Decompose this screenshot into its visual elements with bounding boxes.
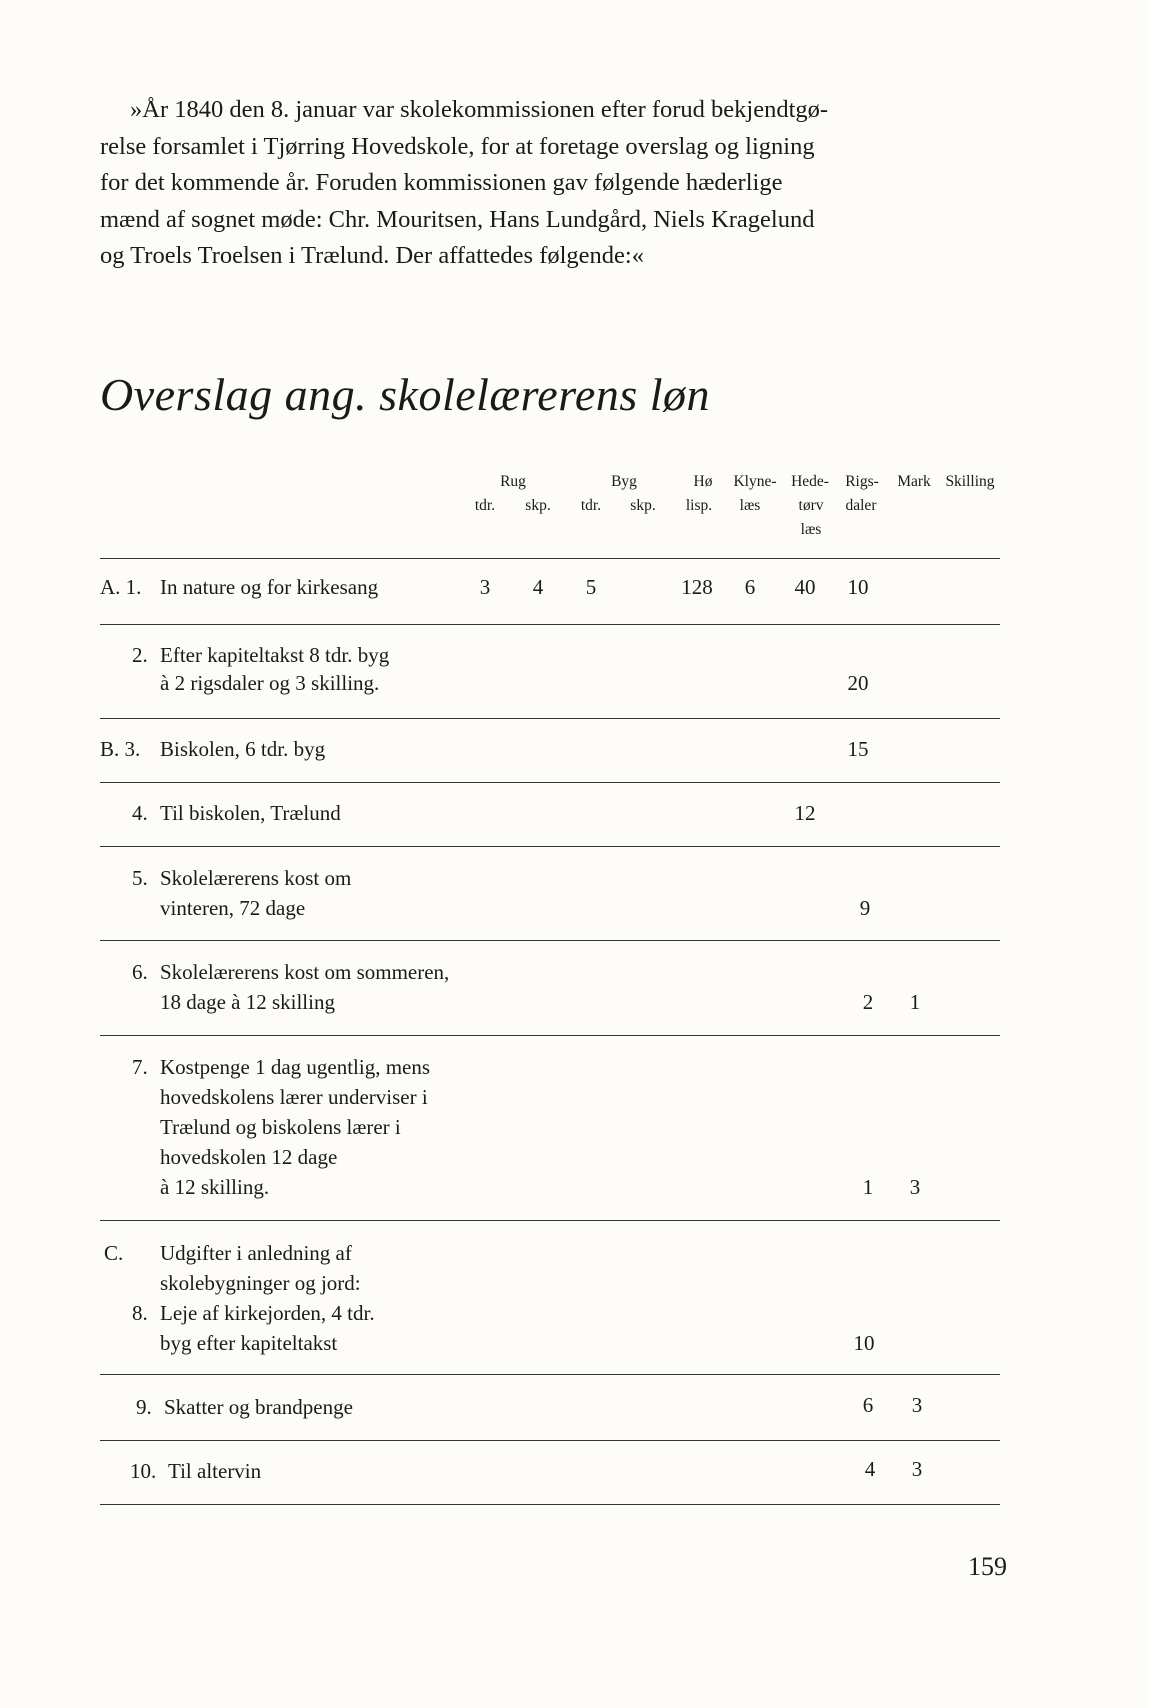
table-rule — [100, 1504, 1000, 1505]
row-text: Udgifter i anledning af — [160, 1241, 352, 1265]
cell-mark: 3 — [911, 1393, 923, 1417]
intro-line: relse forsamlet i Tjørring Hovedskole, for at foretage overslag og ligning — [100, 132, 815, 160]
intro-line: og Troels Troelsen i Trælund. Der affattedes følgende:« — [100, 242, 644, 269]
intro-line: for det kommende år. Foruden kommissionen gav følgende hæderlige — [100, 169, 783, 196]
cell-rigs: 10 — [853, 1331, 875, 1355]
header-skilling: Skilling — [945, 473, 995, 490]
table-rule — [100, 718, 1000, 719]
table-rule — [100, 940, 1000, 941]
cell-rigs: 6 — [862, 1393, 874, 1417]
table-rule — [100, 1035, 1000, 1036]
header-rigs-unit: daler — [845, 497, 877, 514]
row-text: skolebygninger og jord: — [160, 1271, 361, 1295]
cell-ho: 128 — [681, 575, 713, 599]
cell-rug-tdr: 3 — [479, 575, 491, 599]
row-text: Kostpenge 1 dag ugentlig, mens — [160, 1055, 431, 1079]
row-prefix: 2. — [132, 643, 148, 667]
header-byg-tdr: tdr. — [580, 497, 602, 514]
cell-klyne: 6 — [744, 575, 756, 599]
row-text: Leje af kirkejorden, 4 tdr. — [160, 1301, 375, 1325]
section-heading: Overslag ang. skolelærerens løn — [100, 369, 711, 420]
row-prefix: 5. — [132, 866, 148, 890]
header-hede: Hede- — [791, 473, 829, 490]
table-rule — [100, 1440, 1000, 1441]
header-klyne-unit: læs — [739, 497, 761, 514]
row-prefix: C. — [104, 1241, 124, 1265]
cell-byg-tdr: 5 — [585, 575, 597, 599]
cell-mark: 3 — [911, 1457, 923, 1481]
cell-rug-skp: 4 — [532, 575, 544, 599]
cell-rigs: 1 — [862, 1175, 874, 1199]
row-prefix: 7. — [132, 1055, 148, 1079]
row-text: Skolelærerens kost om — [160, 866, 352, 890]
cell-rigs: 10 — [847, 575, 869, 599]
cell-rigs: 4 — [864, 1457, 876, 1481]
header-byg-skp: skp. — [630, 497, 656, 514]
cell-hede: 12 — [794, 801, 816, 825]
intro-line: mænd af sognet møde: Chr. Mouritsen, Hans Lundgård, Niels Kragelund — [100, 205, 815, 233]
row-prefix: 4. — [132, 801, 148, 825]
table-rule — [100, 1220, 1000, 1221]
header-hede-unit2: læs — [800, 521, 822, 538]
header-rigs: Rigs- — [845, 473, 879, 490]
row-prefix: 8. — [132, 1301, 148, 1325]
table-rule — [100, 624, 1000, 625]
table-rule — [100, 782, 1000, 783]
cell-hede: 40 — [794, 575, 816, 599]
intro-line: »År 1840 den 8. januar var skolekommissionen efter forud bekjendtgø- — [130, 96, 829, 123]
row-text: Skolelærerens kost om sommeren, — [160, 960, 450, 984]
row-text: Biskolen, 6 tdr. byg — [160, 737, 326, 761]
table-rule — [100, 846, 1000, 847]
header-rug-tdr: tdr. — [474, 497, 496, 514]
page-number: 159 — [968, 1552, 1007, 1581]
table-rule — [100, 1374, 1000, 1375]
intro-paragraph — [100, 92, 1005, 275]
header-ho: Hø — [693, 473, 713, 490]
row-prefix: 10. — [130, 1459, 157, 1483]
row-prefix: 6. — [132, 960, 148, 984]
header-rug: Rug — [500, 473, 526, 490]
cell-rigs: 2 — [862, 990, 874, 1014]
row-text: Efter kapiteltakst 8 tdr. byg — [160, 643, 390, 667]
row-text: Skatter og brandpenge — [164, 1395, 353, 1419]
row-prefix: A. 1. — [100, 575, 142, 599]
header-mark: Mark — [897, 473, 931, 490]
header-hede-unit: tørv — [798, 497, 824, 514]
row-text: In nature og for kirkesang — [160, 575, 379, 599]
row-text: Til biskolen, Trælund — [160, 801, 341, 825]
header-byg: Byg — [611, 473, 637, 490]
row-text: à 2 rigsdaler og 3 skilling. — [160, 671, 380, 695]
row-text: byg efter kapiteltakst — [160, 1331, 338, 1355]
cell-mark: 1 — [909, 990, 921, 1014]
cell-mark: 3 — [909, 1175, 921, 1199]
row-prefix: 9. — [136, 1395, 152, 1419]
cell-rigs: 20 — [847, 671, 869, 695]
row-text: hovedskolens lærer underviser i — [160, 1085, 428, 1109]
cell-rigs: 15 — [847, 737, 869, 761]
row-prefix: B. 3. — [100, 737, 141, 761]
row-text: vinteren, 72 dage — [160, 896, 306, 920]
header-rug-skp: skp. — [525, 497, 551, 514]
header-klyne: Klyne- — [733, 473, 777, 490]
cell-rigs: 9 — [859, 896, 871, 920]
row-text: Til altervin — [168, 1459, 262, 1483]
row-text: hovedskolen 12 dage — [160, 1145, 338, 1169]
row-text: 18 dage à 12 skilling — [160, 990, 335, 1014]
row-text: à 12 skilling. — [160, 1175, 270, 1199]
header-ho-unit: lisp. — [685, 497, 713, 514]
row-text: Trælund og biskolens lærer i — [160, 1115, 401, 1139]
table-rule — [100, 558, 1000, 559]
